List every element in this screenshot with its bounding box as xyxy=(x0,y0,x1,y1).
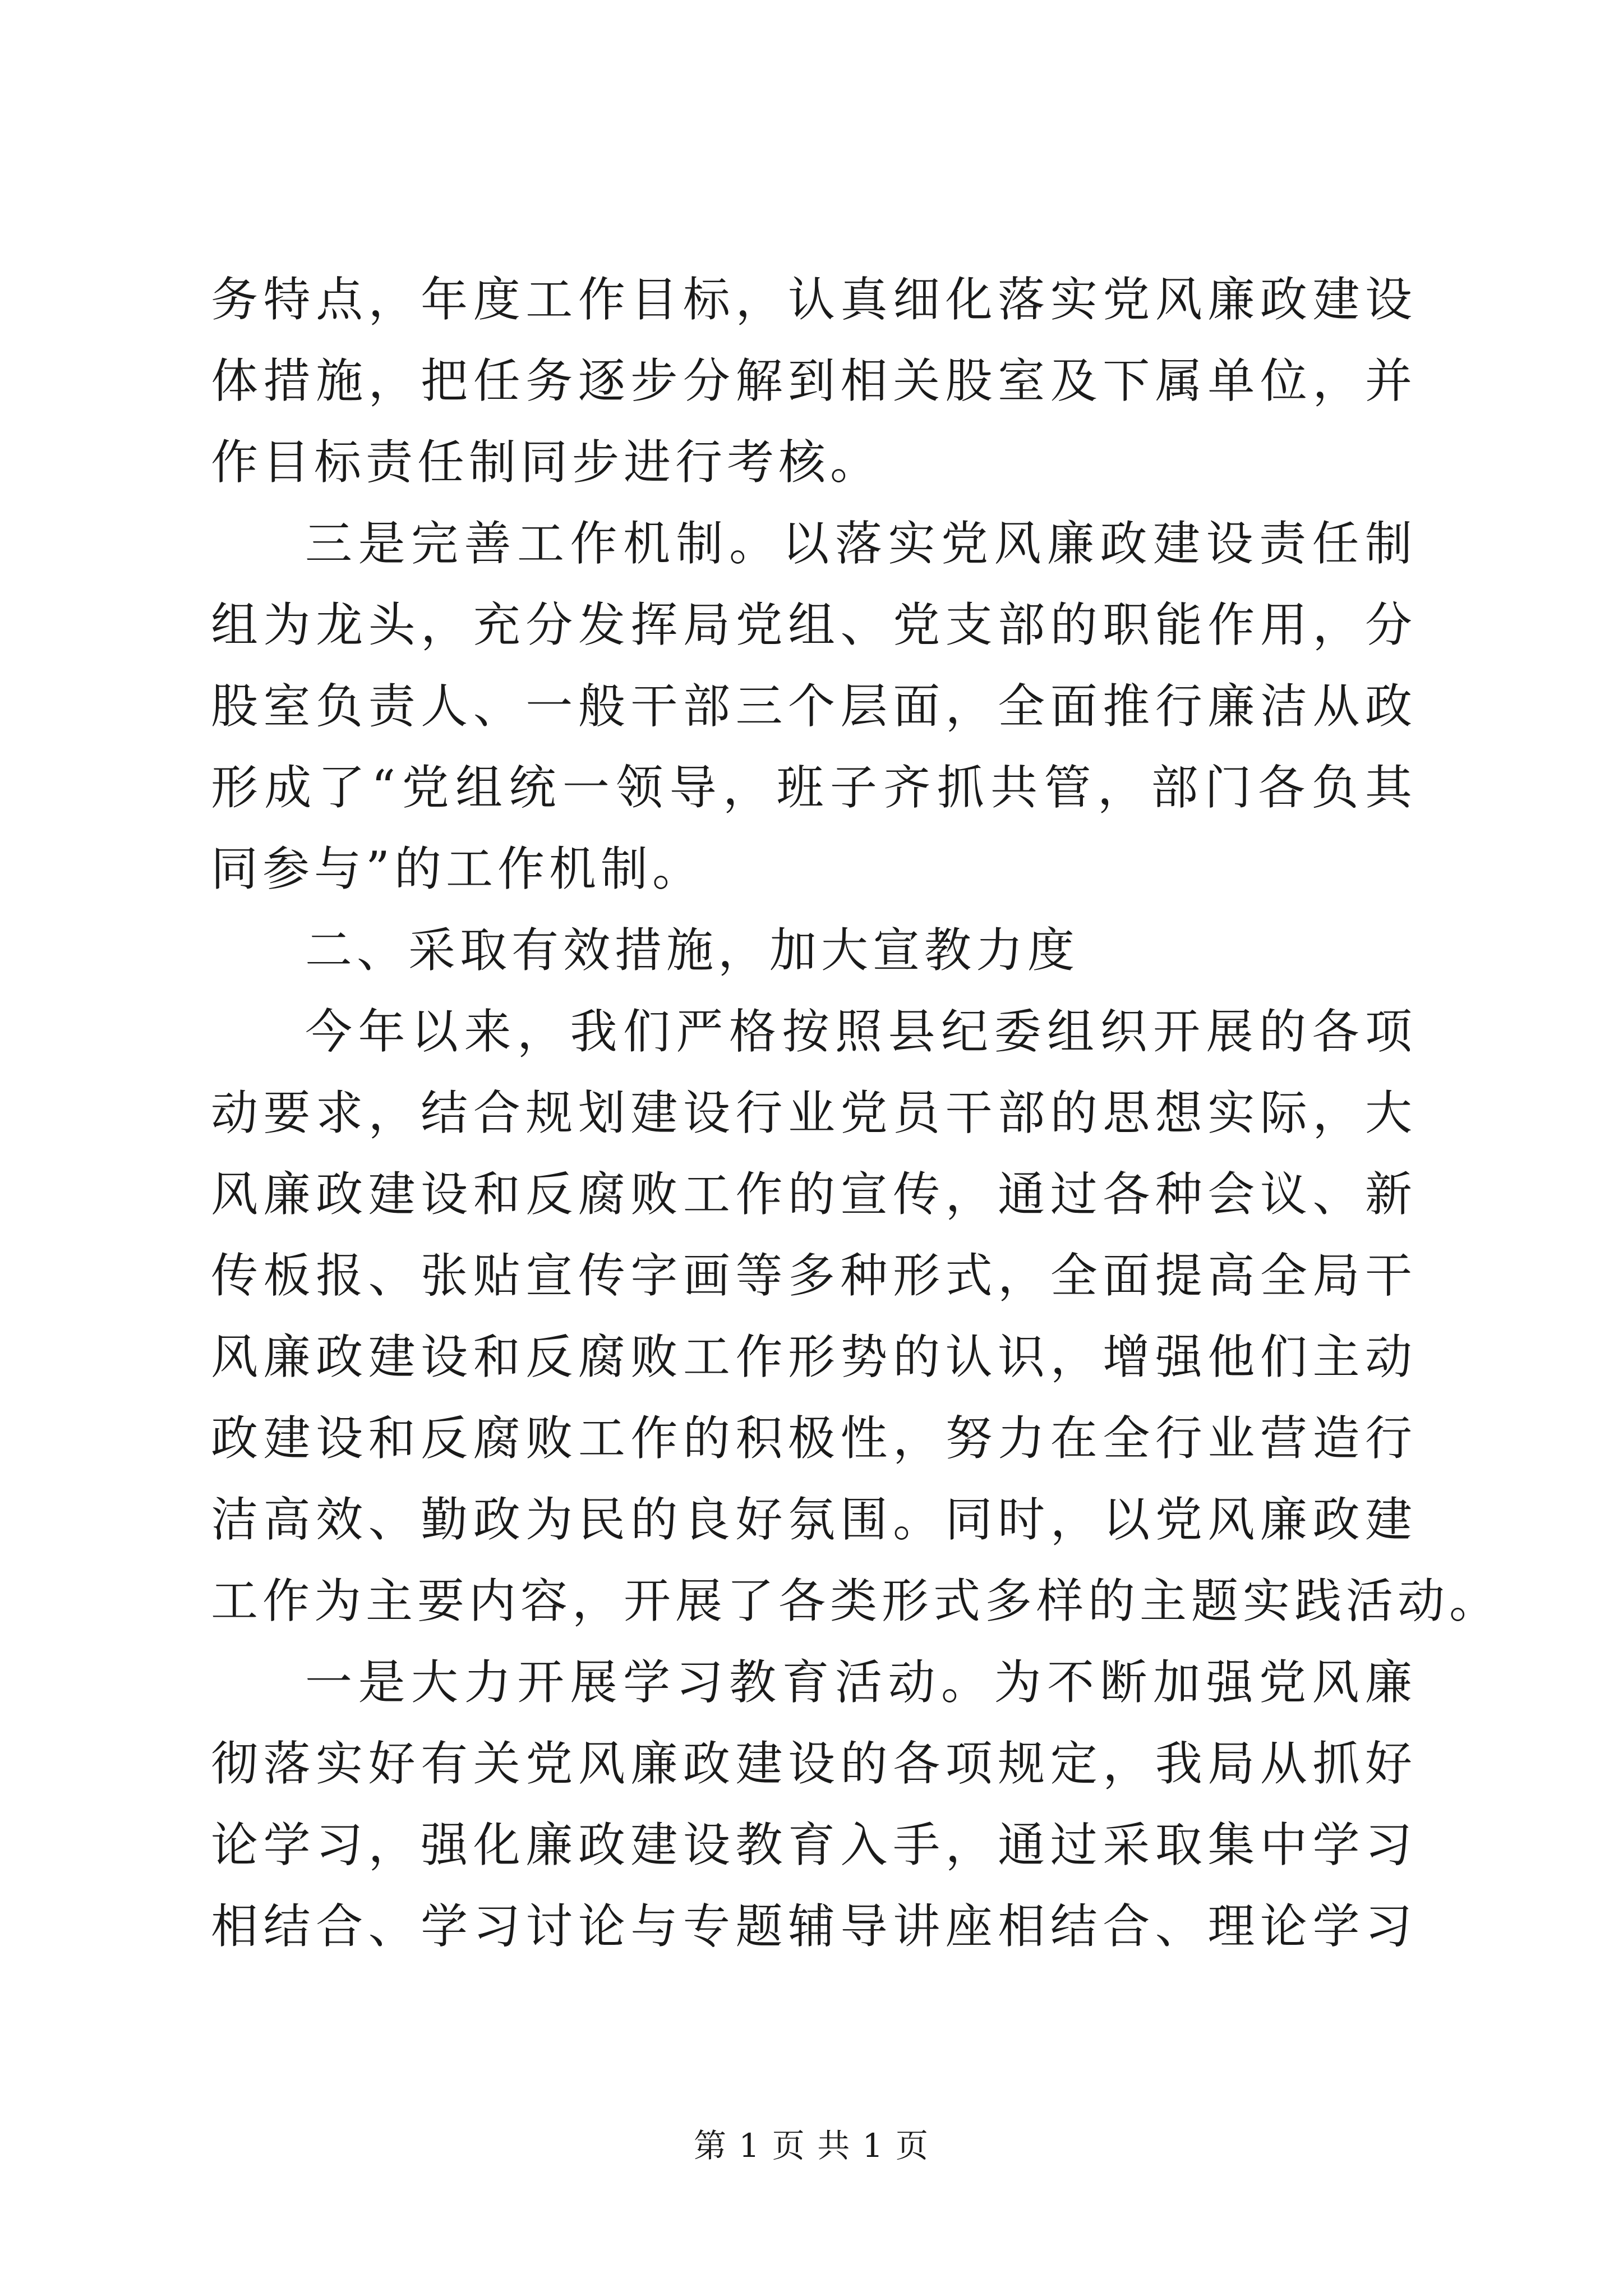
text-line: 务特点，年度工作目标，认真细化落实党风廉政建设 xyxy=(211,272,1417,327)
text-line: 政建设和反腐败工作的积极性，努力在全行业营造行 xyxy=(211,1411,1417,1466)
text-line: 一是大力开展学习教育活动。为不断加强党风廉 xyxy=(305,1655,1417,1710)
text-line: 三是完善工作机制。以落实党风廉政建设责任制 xyxy=(305,516,1417,571)
section-heading: 二、采取有效措施，加大宣教力度 xyxy=(305,923,1080,978)
text-line: 相结合、学习讨论与专题辅导讲座相结合、理论学习 xyxy=(211,1899,1417,1954)
text-line: 彻落实好有关党风廉政建设的各项规定，我局从抓好 xyxy=(211,1736,1417,1791)
text-line: 动要求，结合规划建设行业党员干部的思想实际，大 xyxy=(211,1085,1417,1140)
text-line: 论学习，强化廉政建设教育入手，通过采取集中学习 xyxy=(211,1818,1417,1872)
text-line: 体措施，把任务逐步分解到相关股室及下属单位，并 xyxy=(211,353,1417,408)
text-line: 传板报、张贴宣传字画等多种形式，全面提高全局干 xyxy=(211,1248,1417,1303)
page-number: 第 1 页 共 1 页 xyxy=(694,2127,929,2165)
page-footer xyxy=(0,2123,1623,2168)
text-line: 股室负责人、一般干部三个层面，全面推行廉洁从政 xyxy=(211,679,1417,734)
text-line: 同参与”的工作机制。 xyxy=(211,841,704,896)
text-line: 今年以来，我们严格按照县纪委组织开展的各项 xyxy=(305,1004,1417,1059)
text-line: 工作为主要内容，开展了各类形式多样的主题实践活动。 xyxy=(211,1573,1501,1628)
text-line: 形成了“党组统一领导，班子齐抓共管，部门各负其 xyxy=(211,760,1417,815)
text-line: 风廉政建设和反腐败工作形势的认识，增强他们主动 xyxy=(211,1329,1417,1384)
text-line: 风廉政建设和反腐败工作的宣传，通过各种会议、新 xyxy=(211,1167,1417,1222)
text-line: 作目标责任制同步进行考核。 xyxy=(211,435,882,490)
document-body xyxy=(211,259,1501,1967)
text-line: 组为龙头，充分发挥局党组、党支部的职能作用，分 xyxy=(211,597,1417,652)
text-line: 洁高效、勤政为民的良好氛围。同时，以党风廉政建 xyxy=(211,1492,1417,1547)
